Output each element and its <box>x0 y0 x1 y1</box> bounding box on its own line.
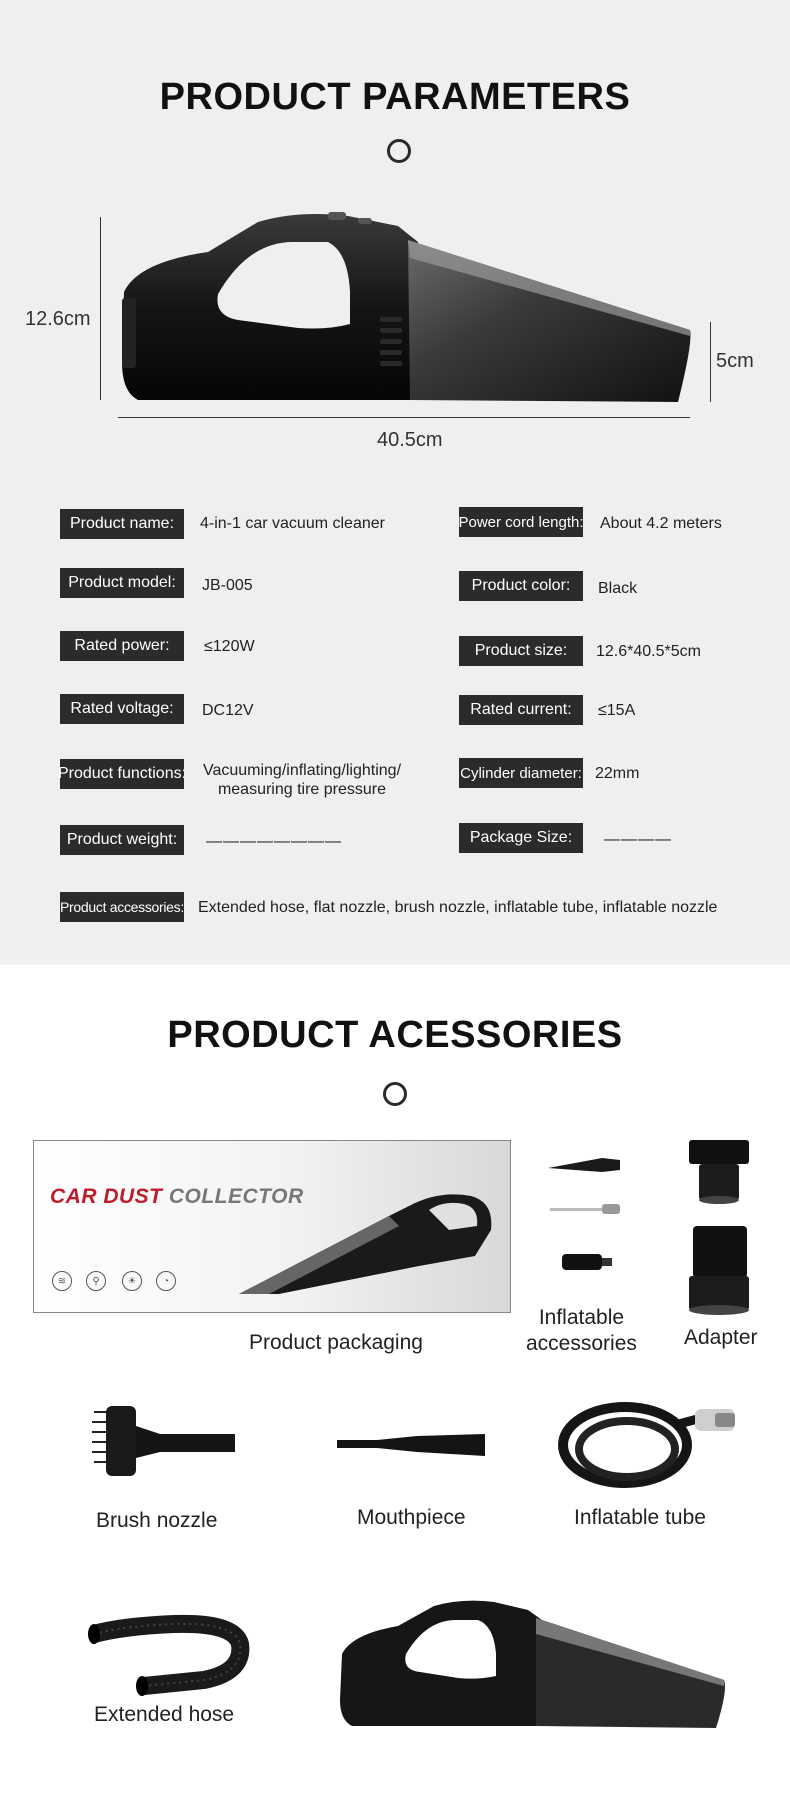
inflatable-accessories-image <box>548 1150 626 1280</box>
value-product-functions <box>194 761 410 799</box>
value-product-accessories: Extended hose, flat nozzle, brush nozzle, inflatable tube, inflatable nozzle <box>198 899 718 916</box>
label-rated-current: Rated current: <box>459 695 583 725</box>
label-product-color: Product color: <box>459 571 583 601</box>
accessories-title: PRODUCT ACESSORIES <box>167 1014 623 1056</box>
mouthpiece-image <box>337 1430 487 1460</box>
caption-inflatable-line1: Inflatable <box>538 1306 625 1329</box>
label-product-functions: Product functions: <box>60 759 184 789</box>
caption-mouthpiece: Mouthpiece <box>357 1506 466 1529</box>
vacuum-cleaner-image <box>118 212 693 410</box>
width-dimension: 40.5cm <box>377 429 443 451</box>
value-product-name: 4-in-1 car vacuum cleaner <box>200 515 385 532</box>
caption-inflatable-accessories <box>526 1305 637 1357</box>
label-product-model: Product model: <box>60 568 184 598</box>
extended-hose-image <box>84 1600 254 1696</box>
depth-dimension-line <box>710 322 711 402</box>
value-rated-voltage: DC12V <box>202 702 254 719</box>
value-cylinder-diameter: 22mm <box>595 765 640 782</box>
packaging-brand-red: CAR DUST <box>50 1185 163 1208</box>
value-product-color: Black <box>598 580 638 597</box>
ring-icon <box>387 139 411 163</box>
caption-inflatable-line2: accessories <box>526 1332 637 1355</box>
label-rated-power: Rated power: <box>60 631 184 661</box>
label-power-cord-length: Power cord length: <box>459 507 583 537</box>
caption-inflatable-tube: Inflatable tube <box>574 1506 706 1529</box>
gauge-icon: ◔ <box>156 1271 176 1291</box>
width-dimension-line <box>118 417 690 418</box>
product-packaging-image <box>33 1140 511 1313</box>
filter-icon: ≋ <box>52 1271 72 1291</box>
brush-nozzle-image <box>90 1400 235 1480</box>
value-rated-current: ≤15A <box>598 702 636 719</box>
label-package-size: Package Size: <box>459 823 583 853</box>
value-product-weight: ———————— <box>206 833 342 850</box>
caption-product-packaging: Product packaging <box>249 1331 423 1354</box>
light-icon: ☀ <box>122 1271 142 1291</box>
ring-icon <box>383 1082 407 1106</box>
height-dimension: 12.6cm <box>25 308 91 330</box>
adapter-image <box>685 1138 755 1318</box>
value-product-functions-line1: Vacuuming/inflating/lighting/ <box>202 762 402 779</box>
power-icon: ⚲ <box>86 1271 106 1291</box>
value-power-cord-length: About 4.2 meters <box>600 515 722 532</box>
label-product-size: Product size: <box>459 636 583 666</box>
value-product-size: 12.6*40.5*5cm <box>596 643 701 660</box>
packaging-vacuum-icon <box>239 1186 499 1296</box>
caption-extended-hose: Extended hose <box>94 1703 235 1726</box>
value-product-functions-line2: measuring tire pressure <box>217 781 387 798</box>
value-rated-power: ≤120W <box>204 638 255 655</box>
inflatable-tube-image <box>555 1395 740 1495</box>
parameters-title: PRODUCT PARAMETERS <box>159 76 631 118</box>
label-product-name: Product name: <box>60 509 184 539</box>
height-dimension-line <box>100 217 101 400</box>
caption-brush-nozzle: Brush nozzle <box>96 1509 218 1532</box>
label-product-accessories: Product accessories: <box>60 892 184 922</box>
label-rated-voltage: Rated voltage: <box>60 694 184 724</box>
vacuum-cleaner-bottom-image <box>338 1600 728 1730</box>
value-package-size: ———— <box>604 831 672 848</box>
label-cylinder-diameter: Cylinder diameter: <box>459 758 583 788</box>
depth-dimension: 5cm <box>716 350 754 372</box>
caption-adapter: Adapter <box>684 1326 758 1349</box>
packaging-brand-grey: COLLECTOR <box>168 1185 304 1208</box>
value-product-model: JB-005 <box>202 577 253 594</box>
label-product-weight: Product weight: <box>60 825 184 855</box>
